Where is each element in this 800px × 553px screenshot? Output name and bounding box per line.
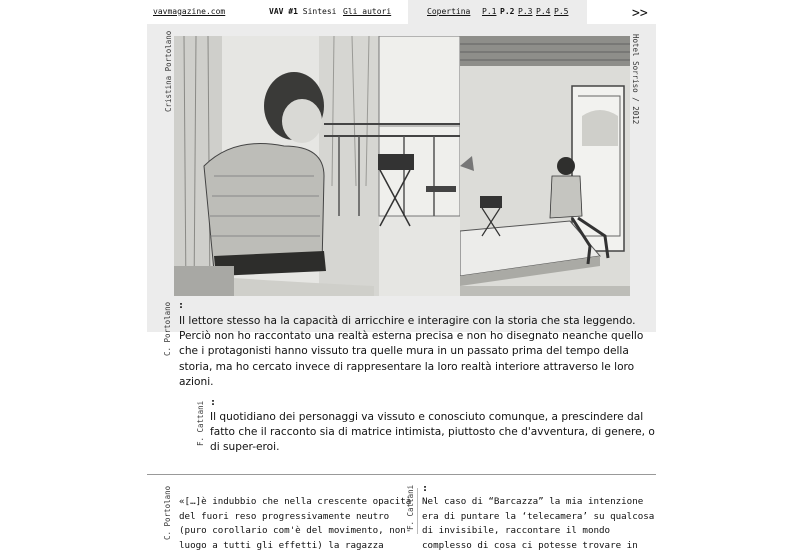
issue-prefix: VAV (269, 7, 283, 16)
page-link-4[interactable]: P.4 (536, 7, 550, 16)
speaker-label-2: F. Cattani (196, 401, 205, 446)
next-page-arrow-icon[interactable]: >> (632, 6, 648, 21)
illustration-man-on-bed (460, 36, 630, 296)
page-current-2: P.2 (500, 7, 514, 16)
column-1-line-1: «[…]è indubbio che nella crescente opacità (179, 495, 411, 510)
page-link-5[interactable]: P.5 (554, 7, 568, 16)
column-1-line-2: del fuori reso progressivamente neutro (179, 510, 411, 525)
column-separator (417, 488, 418, 534)
speaker-label-1: C. Portolano (163, 302, 172, 356)
column-text-2 (422, 495, 654, 553)
speaker-colon-2: : (210, 397, 216, 408)
column-2-line-3: di invisibile, raccontare il mondo (422, 524, 654, 539)
cover-link[interactable]: Copertina (427, 7, 470, 16)
illustration-woman-at-window (174, 36, 460, 296)
column-2-line-1: Nel caso di “Barcazza” la mia intenzione (422, 495, 654, 510)
page-link-1[interactable]: P.1 (482, 7, 496, 16)
authors-link[interactable]: Gli autori (343, 7, 391, 16)
section-divider (147, 474, 656, 475)
page-link-3[interactable]: P.3 (518, 7, 532, 16)
column-speaker-1: C. Portolano (163, 486, 172, 540)
dialogue-text-1: Il lettore stesso ha la capacità di arricchire e interagire con la storia che sta leggendo. Perciò non ho raccontato una realtà esterna precisa e non ho disegnato neanche quello che i protagonisti hanno vissuto tra quelle mura in un passato prima del tempo della storia, ma ho cercato invece di rappresentare la loro realtà interiore attraverso le loro azioni. (179, 314, 644, 390)
speaker-colon-1: : (178, 300, 184, 311)
column-2-line-2: era di puntare la ‘telecamera’ su qualcosa (422, 510, 654, 525)
issue-title: Sintesi (303, 7, 337, 16)
column-2-line-4: complesso di cosa ci potesse trovare in (422, 539, 654, 553)
artist-name: Cristina Portolano (164, 31, 173, 112)
column-1-line-4: luogo a tutti gli effetti) la ragazza (179, 539, 411, 553)
column-1-line-3: (puro corollario com'è del movimento, non- (179, 524, 411, 539)
column-text-1 (179, 495, 411, 553)
dialogue-text-2: Il quotidiano dei personaggi va vissuto e conosciuto comunque, a prescindere dal fatto che il racconto sia di matrice intimista, piuttosto che d'avventura, di genere, o di super-eroi. (210, 410, 656, 456)
site-link[interactable]: vavmagazine.com (153, 7, 225, 16)
artwork-title: Hotel Sorriso / 2012 (631, 34, 640, 124)
issue-label (269, 7, 336, 16)
issue-number: #1 (288, 7, 298, 16)
column-speaker-2: F. Cattani (406, 485, 415, 530)
column-colon-2: : (422, 483, 428, 494)
